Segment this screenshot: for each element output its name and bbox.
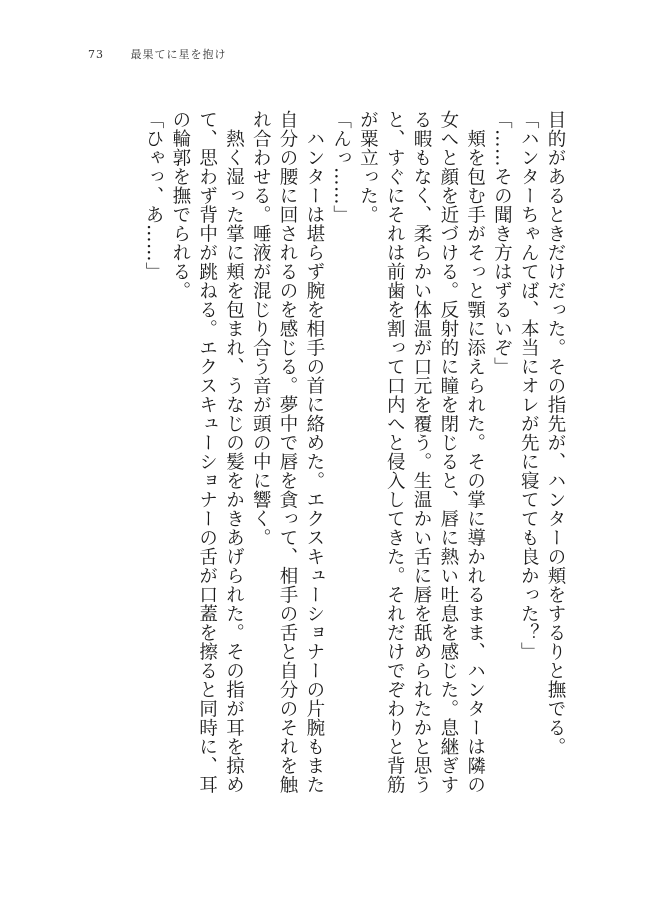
paragraph: 目的があるときだけだった。その指先が、ハンターの頬をするりと撫でる。 — [545, 110, 566, 756]
body-text — [139, 110, 568, 810]
paragraph: 熱く湿った掌に頬を包まれ、うなじの髪をかきあげられた。その指が耳を掠めて、思わず背中が跳ねる。エクスキューショナーの舌が口蓋を擦ると同時に、耳の輪郭を撫でられる。 — [169, 110, 245, 794]
paragraph: 「ハンターちゃんてば、本当にオレが先に寝てても良かった？」 — [518, 110, 540, 661]
running-header — [88, 46, 227, 62]
paragraph: 「……その聞き方はずるいぞ」 — [491, 110, 513, 376]
page-number: 73 — [88, 48, 104, 61]
paragraph: 「ひゃっ、あ……」 — [143, 110, 165, 281]
paragraph: 「んっ……」 — [330, 110, 352, 224]
chapter-title: 最果てに星を抱け — [130, 48, 227, 61]
paragraph: 頬を包む手がそっと顎に添えられた。その掌に導かれるまま、ハンターは隣の女へと顔を近づける。反射的に瞳を閉じると、唇に熱い吐息を感じた。息継ぎする暇もなく、柔らかい体温が口元を覆う。生温かい舌に唇を舐められたかと思うと、すぐにそれは前歯を割って口内へと侵入してきた。それだけでぞわりと背筋が粟立った。 — [357, 110, 486, 794]
paragraph: ハンターは堪らず腕を相手の首に絡めた。エクスキューショナーの片腕もまた自分の腰に回されるのを感じる。夢中で唇を貪って、相手の舌と自分のそれを触れ合わせる。唾液が混じり合う音が頭の中に響く。 — [250, 110, 325, 794]
